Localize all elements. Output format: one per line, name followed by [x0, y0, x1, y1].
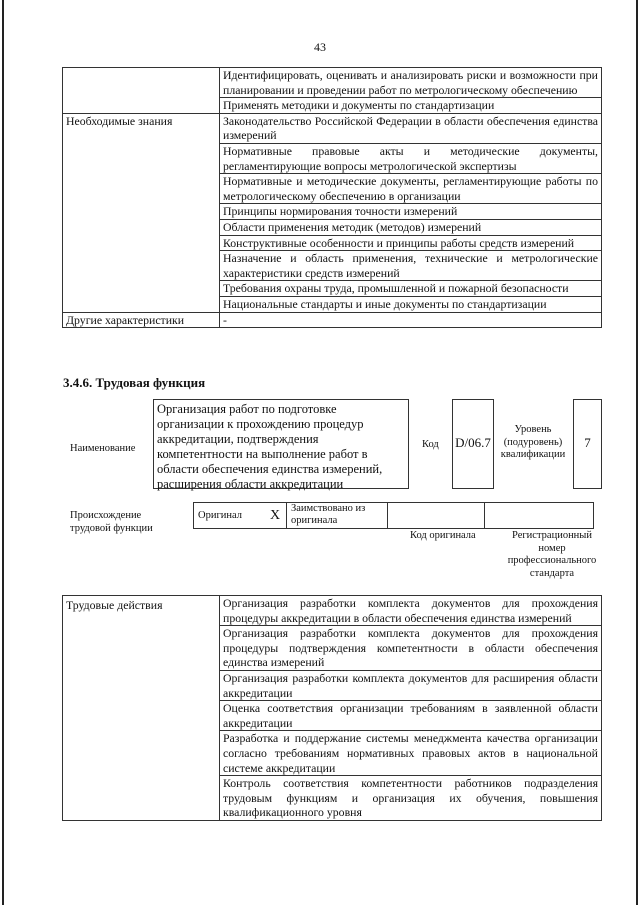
original-code-cell	[388, 503, 485, 529]
page-border-right	[636, 0, 638, 905]
function-code-box: D/06.7	[452, 399, 494, 489]
row-label: Трудовые действия	[63, 596, 220, 821]
table-cell: Организация разработки комплекта документов для прохождения процедуры аккредитации в области обеспечения единства измерений	[220, 596, 602, 626]
function-name-box: Организация работ по подготовке организации к прохождению процедур аккредитации, подтверждения компетентности на выполнение работ в области обеспечения единства измерений, расширения области аккредитации	[153, 399, 409, 489]
table-cell: Принципы нормирования точности измерений	[220, 204, 602, 220]
table-row	[63, 312, 602, 328]
reg-number-cell	[485, 503, 594, 529]
table-cell: Нормативные правовые акты и методические документы, регламентирующие вопросы метрологической экспертизы	[220, 143, 602, 173]
page-number: 43	[314, 40, 326, 54]
origin-table	[193, 502, 594, 529]
table-cell: Назначение и область применения, технические и метрологические характеристики средств измерений	[220, 251, 602, 281]
table-cell: Оценка соответствия организации требованиям в заявленной области аккредитации	[220, 701, 602, 731]
page-border-left	[2, 0, 4, 905]
origin-label: Происхождение трудовой функции	[70, 510, 153, 534]
qualification-level-label: Уровень (подуровень) квалификации	[500, 424, 566, 460]
borrowed-label: Заимствовано из оригинала	[287, 503, 388, 529]
table-row	[63, 596, 602, 626]
original-mark: X	[264, 503, 287, 529]
table-cell: Требования охраны труда, промышленной и пожарной безопасности	[220, 281, 602, 297]
table-cell: Идентифицировать, оценивать и анализировать риски и возможности при планировании и проведении работ по метрологическому обеспечению	[220, 68, 602, 98]
row-label	[63, 68, 220, 114]
original-label: Оригинал	[194, 503, 265, 529]
work-actions-table	[62, 595, 602, 821]
section-heading: 3.4.6. Трудовая функция	[63, 375, 206, 390]
code-label: Код	[422, 439, 439, 450]
table-cell: Законодательство Российской Федерации в области обеспечения единства измерений	[220, 113, 602, 143]
qualification-level-box: 7	[573, 399, 602, 489]
table-cell: Организация разработки комплекта документов для прохождения процедуры подтверждения компетентности в области обеспечения единства измерений	[220, 626, 602, 671]
table-cell: Контроль соответствия компетентности работников подразделения трудовым функциям и организация их обучения, повышения квалификационного уровня	[220, 776, 602, 821]
knowledge-table	[62, 67, 602, 328]
table-cell: Конструктивные особенности и принципы работы средств измерений	[220, 235, 602, 251]
table-cell: Разработка и поддержание системы менеджмента качества организации согласно требованиям нормативных правовых актов в национальной системе аккредитации	[220, 731, 602, 776]
original-code-label: Код оригинала	[410, 530, 476, 541]
table-row	[63, 113, 602, 143]
table-cell: Нормативные и методические документы, регламентирующие работы по метрологическому обеспечению в организации	[220, 174, 602, 204]
table-cell: Области применения методик (методов) измерений	[220, 219, 602, 235]
table-cell: Организация разработки комплекта документов для расширения области аккредитации	[220, 670, 602, 700]
table-cell: -	[220, 312, 602, 328]
row-label: Другие характеристики	[63, 312, 220, 328]
reg-number-label: Регистрационный номер профессионального стандарта	[507, 530, 597, 579]
table-row	[63, 68, 602, 98]
name-label: Наименование	[70, 443, 136, 454]
table-cell: Национальные стандарты и иные документы по стандартизации	[220, 296, 602, 312]
row-label: Необходимые знания	[63, 113, 220, 312]
table-cell: Применять методики и документы по стандартизации	[220, 98, 602, 114]
